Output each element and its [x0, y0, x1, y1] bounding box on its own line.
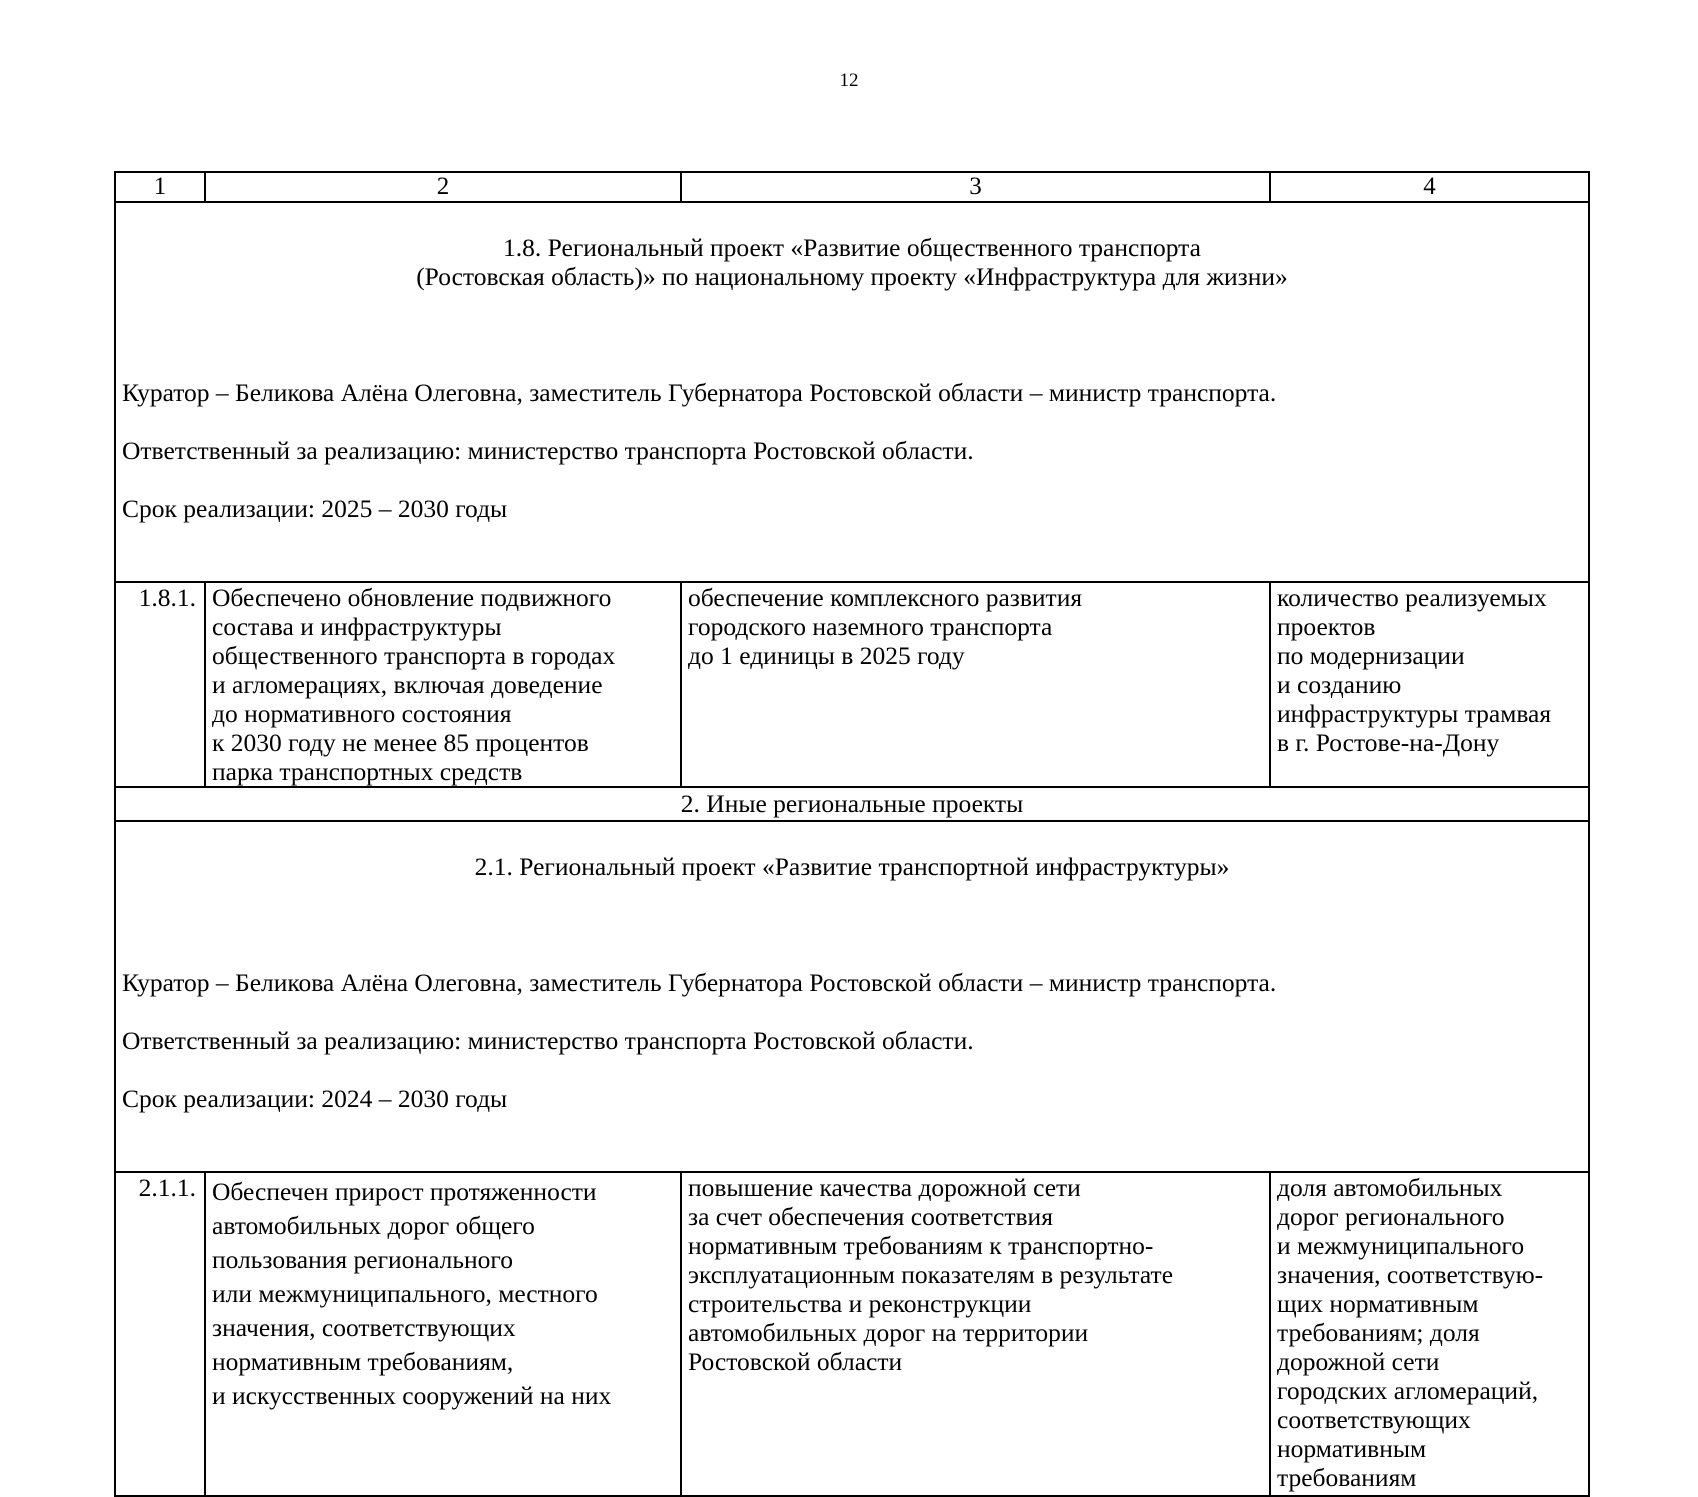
- page-number: 12: [839, 70, 859, 91]
- curator-text: Куратор – Беликова Алёна Олеговна, заместитель Губернатора Ростовской области – министр транспорта.: [122, 968, 1277, 997]
- period-text: Срок реализации: 2025 – 2030 годы: [122, 494, 508, 523]
- section-row-2-1: [115, 821, 1589, 1172]
- responsible-text: Ответственный за реализацию: министерство транспорта Ростовской области.: [122, 436, 974, 465]
- table-header-row: [115, 172, 1589, 202]
- section-title: 1.8. Региональный проект «Развитие общественного транспорта (Ростовская область)» по национальному проекту «Инфраструктура для жизни»: [416, 233, 1288, 291]
- row-number: 1.8.1.: [115, 582, 205, 787]
- task-cell: Обеспечено обновление подвижного состава и инфраструктуры общественного транспорта в городах и агломерациях, включая доведение до нормативного состояния к 2030 году не менее 85 процентов парка транспортных средств: [205, 582, 681, 787]
- section-title: 2.1. Региональный проект «Развитие транспортной инфраструктуры»: [474, 852, 1230, 881]
- row-number: 2.1.1.: [115, 1172, 205, 1496]
- section-row-1-8: [115, 202, 1589, 582]
- indicator-cell: доля автомобильных дорог регионального и межмуниципального значения, соответствую- щих нормативным требованиям; доля дорожной сети городских агломераций, соответствующих нормативным требованиям: [1270, 1172, 1589, 1496]
- column-number-4: 4: [1270, 172, 1589, 202]
- project-table: [114, 171, 1590, 1497]
- column-number-1: 1: [115, 172, 205, 202]
- curator-text: Куратор – Беликова Алёна Олеговна, заместитель Губернатора Ростовской области – министр транспорта.: [122, 378, 1277, 407]
- responsible-text: Ответственный за реализацию: министерство транспорта Ростовской области.: [122, 1026, 974, 1055]
- task-cell: Обеспечен прирост протяженности автомобильных дорог общего пользования регионального или межмуниципального, местного значения, соответствующих нормативным требованиям, и искусственных сооружений на них: [205, 1172, 681, 1496]
- column-number-2: 2: [205, 172, 681, 202]
- table-row: [115, 1172, 1589, 1496]
- table-row: [115, 582, 1589, 787]
- column-number-3: 3: [681, 172, 1270, 202]
- period-text: Срок реализации: 2024 – 2030 годы: [122, 1084, 508, 1113]
- indicator-cell: количество реализуемых проектов по модернизации и созданию инфраструктуры трамвая в г. Ростове-на-Дону: [1270, 582, 1589, 787]
- effect-cell: повышение качества дорожной сети за счет обеспечения соответствия нормативным требованиям к транспортно- эксплуатационным показателям в результате строительства и реконструкции автомобильных дорог на территории Ростовской области: [681, 1172, 1270, 1496]
- section-row-2: [115, 787, 1589, 821]
- section-title: 2. Иные региональные проекты: [115, 787, 1589, 821]
- effect-cell: обеспечение комплексного развития городского наземного транспорта до 1 единицы в 2025 году: [681, 582, 1270, 787]
